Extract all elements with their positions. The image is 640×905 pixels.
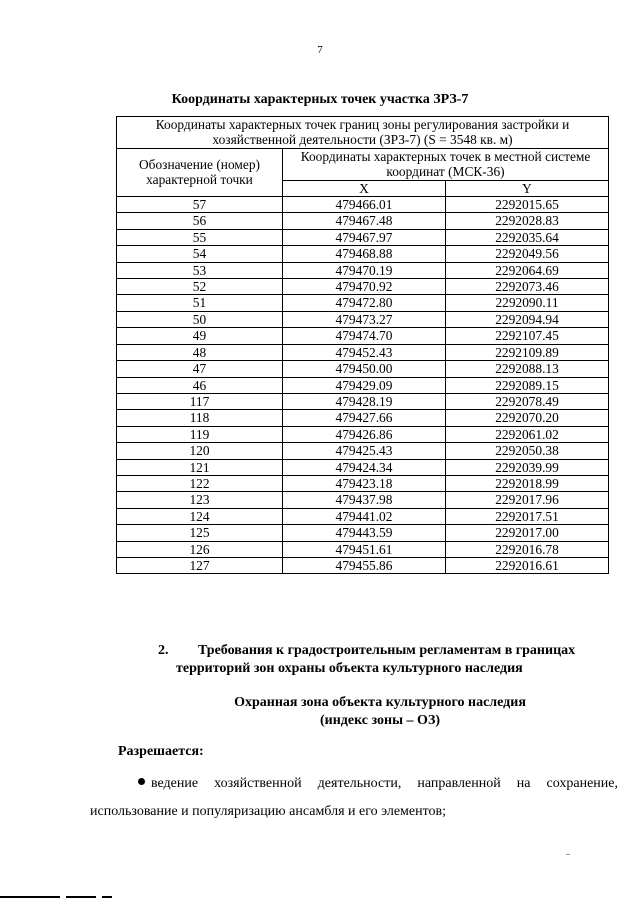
x-coordinate-cell: 479427.66: [283, 410, 446, 426]
scan-edge-marks: [0, 896, 140, 899]
x-coordinate-cell: 479468.88: [283, 246, 446, 262]
y-coordinate-cell: 2292018.99: [446, 475, 609, 491]
x-coordinate-cell: 479441.02: [283, 508, 446, 524]
table-row: [117, 459, 609, 475]
table-row: [117, 311, 609, 327]
section-heading-line2: территорий зон охраны объекта культурного наследия: [176, 661, 523, 676]
x-coordinate-cell: 479423.18: [283, 475, 446, 491]
point-number-cell: 120: [117, 443, 283, 459]
scan-mark: [566, 854, 570, 855]
y-coordinate-cell: 2292039.99: [446, 459, 609, 475]
table-row: [117, 393, 609, 409]
point-number-cell: 122: [117, 475, 283, 491]
table-title: Координаты характерных точек участка ЗРЗ-7: [171, 92, 469, 107]
y-coordinate-cell: 2292109.89: [446, 344, 609, 360]
section-heading: [158, 642, 618, 678]
x-coordinate-cell: 479470.92: [283, 279, 446, 295]
table-body: [117, 197, 609, 574]
table-row: [117, 377, 609, 393]
y-coordinate-cell: 2292050.38: [446, 443, 609, 459]
point-number-cell: 56: [117, 213, 283, 229]
x-coordinate-cell: 479473.27: [283, 311, 446, 327]
x-coordinate-cell: 479474.70: [283, 328, 446, 344]
table-header-point: Обозначение (номер) характерной точки: [117, 148, 283, 196]
table-row: [117, 410, 609, 426]
table-row: [117, 262, 609, 278]
x-coordinate-cell: 479425.43: [283, 443, 446, 459]
x-coordinate-cell: 479472.80: [283, 295, 446, 311]
table-row: [117, 213, 609, 229]
point-number-cell: 48: [117, 344, 283, 360]
page-number: 7: [317, 44, 323, 56]
bullet-paragraph: [90, 770, 618, 826]
point-number-cell: 117: [117, 393, 283, 409]
point-number-cell: 49: [117, 328, 283, 344]
x-coordinate-cell: 479450.00: [283, 361, 446, 377]
section-number: 2.: [158, 643, 169, 658]
y-coordinate-cell: 2292089.15: [446, 377, 609, 393]
table-row: [117, 525, 609, 541]
x-coordinate-cell: 479426.86: [283, 426, 446, 442]
point-number-cell: 57: [117, 197, 283, 213]
bullet-text-line2: использование и популяризацию ансамбля и его элементов;: [90, 804, 447, 819]
y-coordinate-cell: 2292049.56: [446, 246, 609, 262]
y-coordinate-cell: 2292017.00: [446, 525, 609, 541]
point-number-cell: 127: [117, 557, 283, 573]
table-row: [117, 443, 609, 459]
table-row: [117, 492, 609, 508]
point-number-cell: 46: [117, 377, 283, 393]
y-coordinate-cell: 2292073.46: [446, 279, 609, 295]
table-row: [117, 229, 609, 245]
y-coordinate-cell: 2292028.83: [446, 213, 609, 229]
zone-title-line1: Охранная зона объекта культурного наследия: [234, 695, 526, 710]
x-coordinate-cell: 479452.43: [283, 344, 446, 360]
bullet-text-line1: ведение хозяйственной деятельности, направленной на сохранение,: [151, 776, 618, 791]
y-coordinate-cell: 2292088.13: [446, 361, 609, 377]
table-row: [117, 344, 609, 360]
y-coordinate-cell: 2292017.51: [446, 508, 609, 524]
y-coordinate-cell: 2292078.49: [446, 393, 609, 409]
point-number-cell: 51: [117, 295, 283, 311]
table-row: [117, 557, 609, 573]
table-header-main: Координаты характерных точек границ зоны регулирования застройки и хозяйственной деятельности (ЗРЗ-7) (S = 3548 кв. м): [117, 117, 609, 149]
point-number-cell: 54: [117, 246, 283, 262]
bullet-icon: [138, 778, 145, 785]
y-coordinate-cell: 2292017.96: [446, 492, 609, 508]
point-number-cell: 119: [117, 426, 283, 442]
table-row: [117, 426, 609, 442]
table-row: [117, 197, 609, 213]
table-row: [117, 246, 609, 262]
x-coordinate-cell: 479470.19: [283, 262, 446, 278]
point-number-cell: 123: [117, 492, 283, 508]
table-row: [117, 279, 609, 295]
table-row: [117, 541, 609, 557]
point-number-cell: 47: [117, 361, 283, 377]
point-number-cell: 121: [117, 459, 283, 475]
x-coordinate-cell: 479467.97: [283, 229, 446, 245]
zone-title: [0, 694, 640, 730]
x-coordinate-cell: 479451.61: [283, 541, 446, 557]
coordinates-table: [116, 116, 609, 574]
point-number-cell: 118: [117, 410, 283, 426]
y-coordinate-cell: 2292015.65: [446, 197, 609, 213]
x-coordinate-cell: 479455.86: [283, 557, 446, 573]
y-coordinate-cell: 2292061.02: [446, 426, 609, 442]
x-coordinate-cell: 479443.59: [283, 525, 446, 541]
y-coordinate-cell: 2292035.64: [446, 229, 609, 245]
table-row: [117, 328, 609, 344]
y-coordinate-cell: 2292090.11: [446, 295, 609, 311]
table-header-coords: Координаты характерных точек в местной системе координат (МСК-36): [283, 148, 609, 180]
point-number-cell: 55: [117, 229, 283, 245]
point-number-cell: 50: [117, 311, 283, 327]
x-coordinate-cell: 479437.98: [283, 492, 446, 508]
point-number-cell: 53: [117, 262, 283, 278]
x-coordinate-cell: 479428.19: [283, 393, 446, 409]
y-coordinate-cell: 2292016.78: [446, 541, 609, 557]
x-coordinate-cell: 479424.34: [283, 459, 446, 475]
point-number-cell: 124: [117, 508, 283, 524]
table-header-x: X: [283, 180, 446, 196]
section-heading-line1: Требования к градостроительным регламентам в границах: [198, 643, 576, 658]
x-coordinate-cell: 479466.01: [283, 197, 446, 213]
y-coordinate-cell: 2292064.69: [446, 262, 609, 278]
table-row: [117, 508, 609, 524]
y-coordinate-cell: 2292070.20: [446, 410, 609, 426]
table-row: [117, 475, 609, 491]
y-coordinate-cell: 2292107.45: [446, 328, 609, 344]
point-number-cell: 126: [117, 541, 283, 557]
table-row: [117, 295, 609, 311]
x-coordinate-cell: 479429.09: [283, 377, 446, 393]
point-number-cell: 52: [117, 279, 283, 295]
zone-title-line2: (индекс зоны – ОЗ): [319, 713, 440, 728]
point-number-cell: 125: [117, 525, 283, 541]
y-coordinate-cell: 2292094.94: [446, 311, 609, 327]
permitted-label: Разрешается:: [118, 744, 204, 759]
table-row: [117, 361, 609, 377]
x-coordinate-cell: 479467.48: [283, 213, 446, 229]
table-header-y: Y: [446, 180, 609, 196]
y-coordinate-cell: 2292016.61: [446, 557, 609, 573]
